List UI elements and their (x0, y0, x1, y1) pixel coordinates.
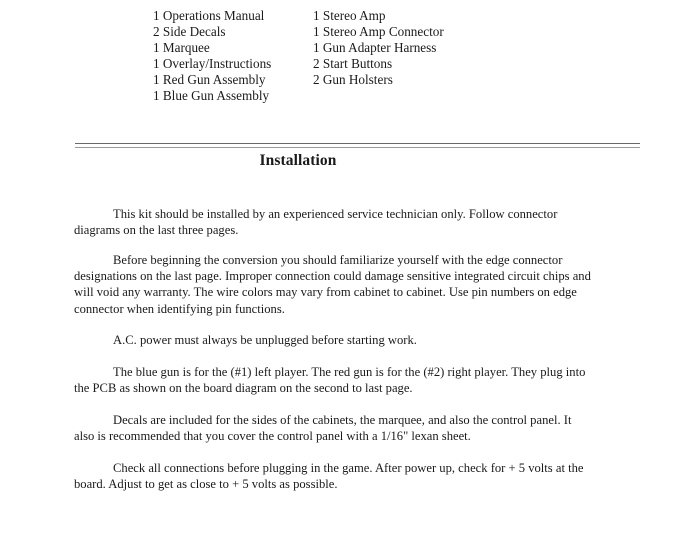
parts-list-right-column (313, 8, 444, 88)
parts-list-item: 2 Start Buttons (313, 56, 393, 71)
paragraph (74, 332, 594, 348)
parts-list-item: 1 Stereo Amp Connector (313, 24, 444, 39)
paragraph-text: Check all connections before plugging in the game. After power up, check for + 5 volts at the board. Adjust to get as close to + 5 volts as possible. (74, 461, 584, 492)
paragraph-text: A.C. power must always be unplugged before starting work. (113, 333, 417, 347)
paragraph-text: This kit should be installed by an experienced service technician only. Follow connector diagrams on the last three pages. (74, 207, 558, 238)
parts-list-item: 1 Overlay/Instructions (153, 56, 272, 71)
paragraph (74, 206, 594, 238)
parts-list-item: 2 Side Decals (153, 24, 226, 39)
parts-list-item: 2 Gun Holsters (313, 72, 393, 87)
parts-list-item: 1 Gun Adapter Harness (313, 40, 437, 55)
section-divider (75, 143, 640, 144)
section-title: Installation (259, 152, 337, 169)
paragraph (74, 252, 594, 317)
parts-list-item: 1 Red Gun Assembly (153, 72, 266, 87)
section-divider-secondary (75, 147, 640, 148)
paragraph (74, 412, 594, 444)
parts-list-item: 1 Blue Gun Assembly (153, 88, 270, 103)
parts-list-item: 1 Stereo Amp (313, 8, 386, 23)
parts-list-item: 1 Marquee (153, 40, 210, 55)
parts-list-left-column (153, 8, 271, 104)
paragraph-text: Before beginning the conversion you should familiarize yourself with the edge connector designations on the last page. Improper connection could damage sensitive integrated circuit chips and will void any warranty. The wire colors may vary from cabinet to cabinet. Use pin numbers on edge connector when identifying pin functions. (74, 253, 591, 316)
paragraph (74, 460, 594, 492)
parts-list-item: 1 Operations Manual (153, 8, 265, 23)
paragraph-text: Decals are included for the sides of the cabinets, the marquee, and also the control panel. It also is recommended that you cover the control panel with a 1/16" lexan sheet. (74, 413, 572, 444)
paragraph (74, 364, 594, 396)
paragraph-text: The blue gun is for the (#1) left player. The red gun is for the (#2) right player. They plug into the PCB as shown on the board diagram on the second to last page. (74, 365, 586, 396)
